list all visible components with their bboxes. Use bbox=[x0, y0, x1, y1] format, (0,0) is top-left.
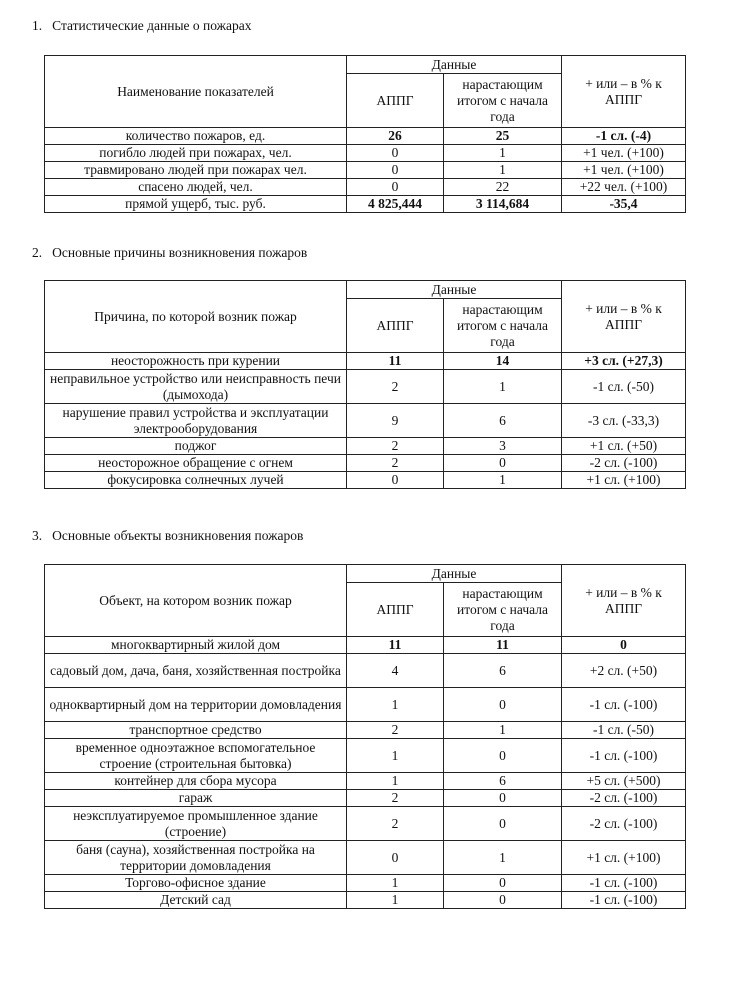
table-row bbox=[45, 353, 686, 370]
cell-change: -1 сл. (-100) bbox=[562, 875, 686, 892]
cell-cumulative: 25 bbox=[444, 128, 562, 145]
cell-change: -1 сл. (-100) bbox=[562, 892, 686, 909]
row-label: садовый дом, дача, баня, хозяйственная постройка bbox=[45, 654, 347, 688]
row-label: гараж bbox=[45, 790, 347, 807]
cell-cumulative: 1 bbox=[444, 472, 562, 489]
header-change: + или – в % к АППГ bbox=[562, 281, 686, 353]
table-row bbox=[45, 404, 686, 438]
table-row bbox=[45, 790, 686, 807]
header-row bbox=[45, 281, 686, 299]
row-label: поджог bbox=[45, 438, 347, 455]
table-row bbox=[45, 145, 686, 162]
cell-change: +22 чел. (+100) bbox=[562, 179, 686, 196]
cell-cumulative: 6 bbox=[444, 404, 562, 438]
cell-cumulative: 1 bbox=[444, 841, 562, 875]
row-label: количество пожаров, ед. bbox=[45, 128, 347, 145]
fire-statistics-table bbox=[44, 55, 686, 213]
section-title: Основные объекты возникновения пожаров bbox=[52, 528, 304, 543]
cell-cumulative: 6 bbox=[444, 773, 562, 790]
cell-cumulative: 1 bbox=[444, 162, 562, 179]
row-label: неправильное устройство или неисправность печи (дымохода) bbox=[45, 370, 347, 404]
cell-change: -2 сл. (-100) bbox=[562, 807, 686, 841]
cell-change: +1 сл. (+100) bbox=[562, 472, 686, 489]
cell-change: 0 bbox=[562, 637, 686, 654]
cell-appg: 1 bbox=[347, 739, 444, 773]
header-change: + или – в % к АППГ bbox=[562, 56, 686, 128]
section-title: Статистические данные о пожарах bbox=[52, 18, 252, 33]
cell-cumulative: 1 bbox=[444, 722, 562, 739]
row-label: баня (сауна), хозяйственная постройка на территории домовладения bbox=[45, 841, 347, 875]
table-row bbox=[45, 455, 686, 472]
row-label: спасено людей, чел. bbox=[45, 179, 347, 196]
cell-appg: 0 bbox=[347, 145, 444, 162]
header-appg: АППГ bbox=[347, 299, 444, 353]
cell-cumulative: 1 bbox=[444, 370, 562, 404]
row-label: одноквартирный дом на территории домовладения bbox=[45, 688, 347, 722]
table-row bbox=[45, 722, 686, 739]
row-label: неосторожное обращение с огнем bbox=[45, 455, 347, 472]
section-title: Основные причины возникновения пожаров bbox=[52, 245, 308, 260]
cell-appg: 11 bbox=[347, 637, 444, 654]
table-row bbox=[45, 892, 686, 909]
header-appg: АППГ bbox=[347, 74, 444, 128]
cell-appg: 11 bbox=[347, 353, 444, 370]
section-2-heading bbox=[32, 245, 307, 261]
cell-cumulative: 0 bbox=[444, 875, 562, 892]
table-row bbox=[45, 637, 686, 654]
section-number: 3. bbox=[32, 528, 43, 543]
table-row bbox=[45, 128, 686, 145]
cell-change: +1 чел. (+100) bbox=[562, 145, 686, 162]
row-label: неосторожность при курении bbox=[45, 353, 347, 370]
cell-cumulative: 0 bbox=[444, 790, 562, 807]
table-body bbox=[45, 565, 686, 909]
cell-appg: 0 bbox=[347, 841, 444, 875]
row-label: прямой ущерб, тыс. руб. bbox=[45, 196, 347, 213]
cell-change: -1 сл. (-50) bbox=[562, 370, 686, 404]
header-group: Данные bbox=[347, 565, 562, 583]
header-group: Данные bbox=[347, 56, 562, 74]
cell-change: -1 сл. (-4) bbox=[562, 128, 686, 145]
table-row bbox=[45, 807, 686, 841]
row-label: Детский сад bbox=[45, 892, 347, 909]
header-appg: АППГ bbox=[347, 583, 444, 637]
header-name: Наименование показателей bbox=[45, 56, 347, 128]
cell-appg: 1 bbox=[347, 892, 444, 909]
table-row bbox=[45, 162, 686, 179]
cell-appg: 2 bbox=[347, 807, 444, 841]
cell-appg: 2 bbox=[347, 790, 444, 807]
cell-change: -2 сл. (-100) bbox=[562, 455, 686, 472]
cell-appg: 2 bbox=[347, 455, 444, 472]
cell-cumulative: 22 bbox=[444, 179, 562, 196]
header-row bbox=[45, 565, 686, 583]
cell-appg: 0 bbox=[347, 179, 444, 196]
table-row bbox=[45, 438, 686, 455]
table-row bbox=[45, 875, 686, 892]
cell-cumulative: 0 bbox=[444, 739, 562, 773]
cell-change: -1 сл. (-100) bbox=[562, 739, 686, 773]
row-label: фокусировка солнечных лучей bbox=[45, 472, 347, 489]
cell-appg: 4 bbox=[347, 654, 444, 688]
cell-appg: 26 bbox=[347, 128, 444, 145]
cell-appg: 2 bbox=[347, 438, 444, 455]
section-number: 2. bbox=[32, 245, 43, 260]
table-row bbox=[45, 370, 686, 404]
cell-change: +2 сл. (+50) bbox=[562, 654, 686, 688]
row-label: травмировано людей при пожарах чел. bbox=[45, 162, 347, 179]
table-row bbox=[45, 179, 686, 196]
table-row bbox=[45, 773, 686, 790]
cell-change: -2 сл. (-100) bbox=[562, 790, 686, 807]
cell-appg: 1 bbox=[347, 688, 444, 722]
cell-appg: 0 bbox=[347, 472, 444, 489]
cell-change: -3 сл. (-33,3) bbox=[562, 404, 686, 438]
row-label: транспортное средство bbox=[45, 722, 347, 739]
header-name: Причина, по которой возник пожар bbox=[45, 281, 347, 353]
table-row bbox=[45, 841, 686, 875]
row-label: погибло людей при пожарах, чел. bbox=[45, 145, 347, 162]
cell-change: +1 сл. (+100) bbox=[562, 841, 686, 875]
table-body bbox=[45, 56, 686, 213]
header-group: Данные bbox=[347, 281, 562, 299]
cell-appg: 9 bbox=[347, 404, 444, 438]
cell-change: +3 сл. (+27,3) bbox=[562, 353, 686, 370]
header-row bbox=[45, 56, 686, 74]
table-row bbox=[45, 472, 686, 489]
cell-cumulative: 0 bbox=[444, 807, 562, 841]
cell-cumulative: 1 bbox=[444, 145, 562, 162]
cell-cumulative: 6 bbox=[444, 654, 562, 688]
cell-cumulative: 0 bbox=[444, 688, 562, 722]
row-label: временное одноэтажное вспомогательное строение (строительная бытовка) bbox=[45, 739, 347, 773]
cell-appg: 0 bbox=[347, 162, 444, 179]
cell-cumulative: 0 bbox=[444, 455, 562, 472]
cell-appg: 2 bbox=[347, 370, 444, 404]
fire-objects-table bbox=[44, 564, 686, 909]
cell-change: -1 сл. (-50) bbox=[562, 722, 686, 739]
table-row bbox=[45, 739, 686, 773]
cell-change: -1 сл. (-100) bbox=[562, 688, 686, 722]
table-row bbox=[45, 654, 686, 688]
table-row bbox=[45, 196, 686, 213]
row-label: многоквартирный жилой дом bbox=[45, 637, 347, 654]
header-cumulative: нарастающим итогом с начала года bbox=[444, 74, 562, 128]
cell-appg: 1 bbox=[347, 773, 444, 790]
row-label: нарушение правил устройства и эксплуатации электрооборудования bbox=[45, 404, 347, 438]
section-3-heading bbox=[32, 528, 303, 544]
section-number: 1. bbox=[32, 18, 43, 33]
header-cumulative: нарастающим итогом с начала года bbox=[444, 583, 562, 637]
cell-appg: 1 bbox=[347, 875, 444, 892]
cell-change: -35,4 bbox=[562, 196, 686, 213]
cell-cumulative: 0 bbox=[444, 892, 562, 909]
header-change: + или – в % к АППГ bbox=[562, 565, 686, 637]
table-body bbox=[45, 281, 686, 489]
row-label: неэксплуатируемое промышленное здание (строение) bbox=[45, 807, 347, 841]
cell-appg: 2 bbox=[347, 722, 444, 739]
section-1-heading bbox=[32, 18, 251, 34]
cell-change: +5 сл. (+500) bbox=[562, 773, 686, 790]
table-row bbox=[45, 688, 686, 722]
header-cumulative: нарастающим итогом с начала года bbox=[444, 299, 562, 353]
row-label: Торгово-офисное здание bbox=[45, 875, 347, 892]
row-label: контейнер для сбора мусора bbox=[45, 773, 347, 790]
cell-cumulative: 3 114,684 bbox=[444, 196, 562, 213]
cell-change: +1 сл. (+50) bbox=[562, 438, 686, 455]
cell-cumulative: 14 bbox=[444, 353, 562, 370]
header-name: Объект, на котором возник пожар bbox=[45, 565, 347, 637]
cell-cumulative: 3 bbox=[444, 438, 562, 455]
cell-cumulative: 11 bbox=[444, 637, 562, 654]
cell-appg: 4 825,444 bbox=[347, 196, 444, 213]
cell-change: +1 чел. (+100) bbox=[562, 162, 686, 179]
fire-causes-table bbox=[44, 280, 686, 489]
